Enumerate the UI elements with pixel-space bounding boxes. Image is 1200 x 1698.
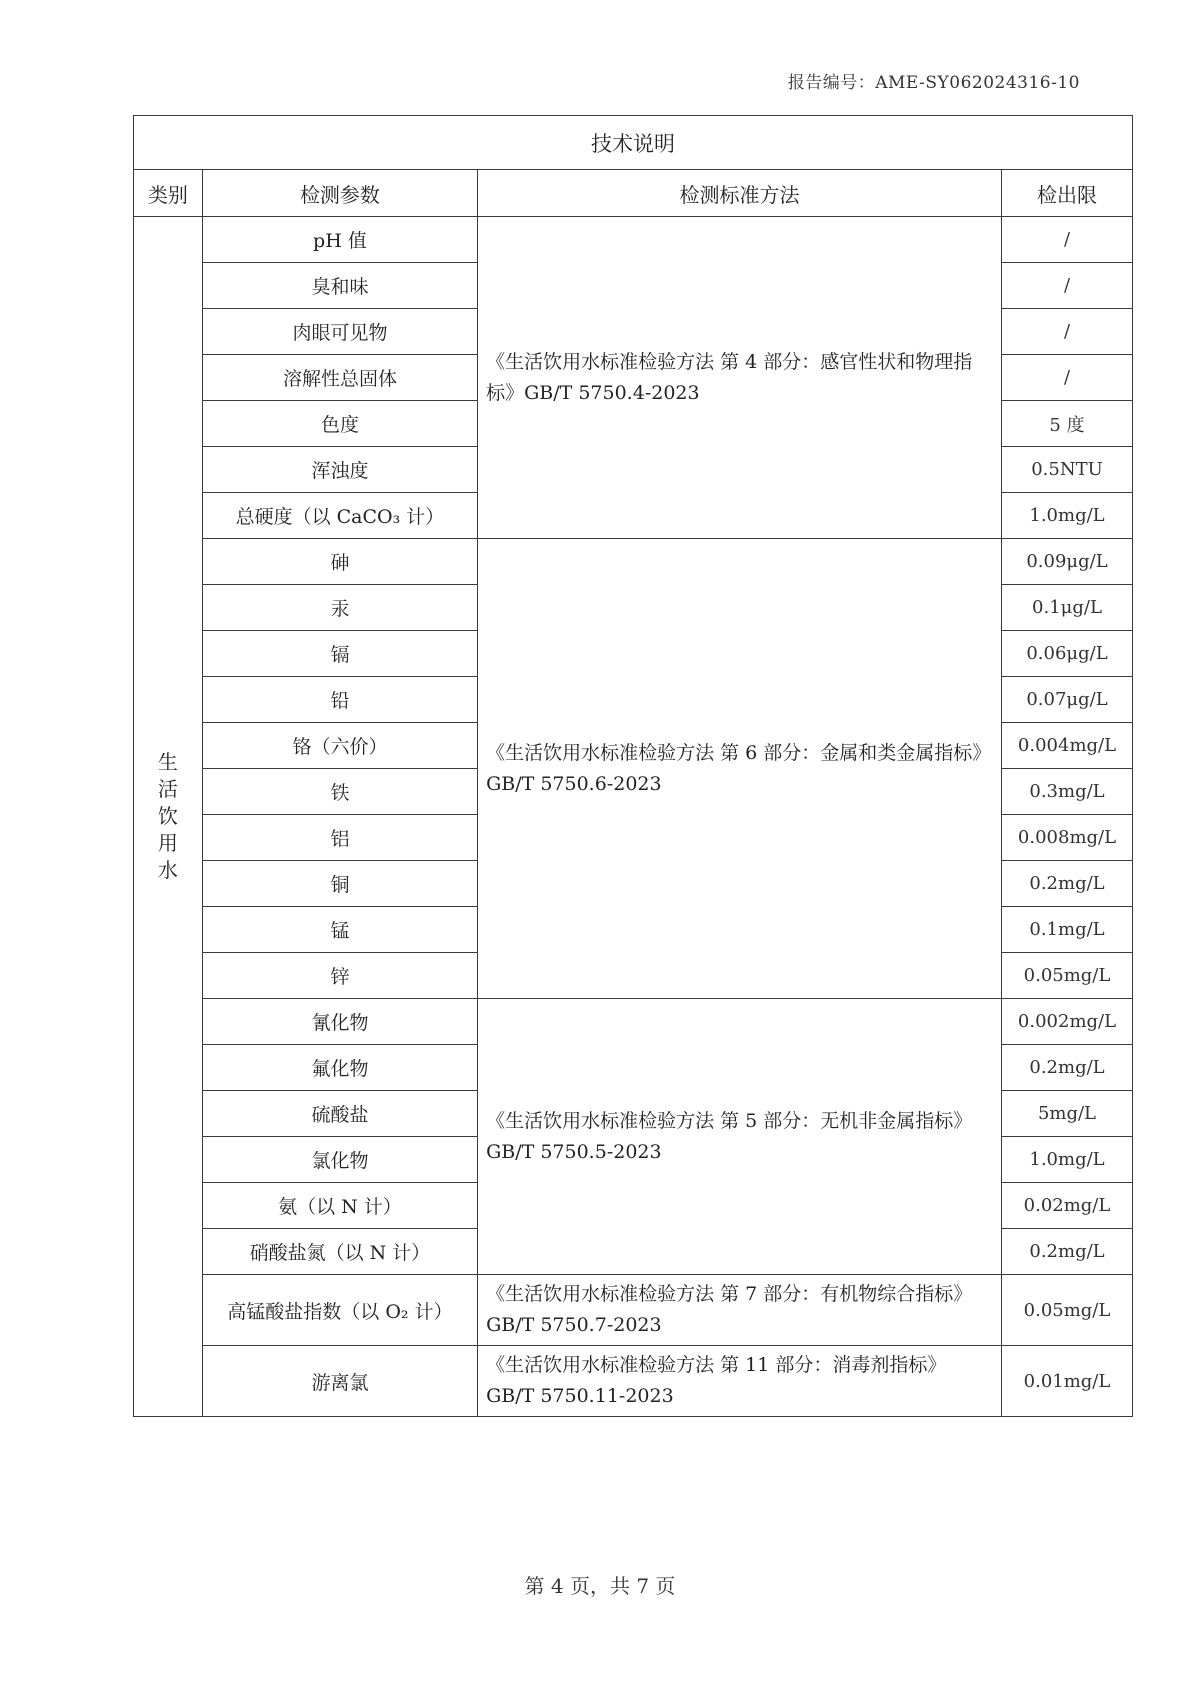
category-char: 用 bbox=[157, 831, 178, 855]
column-header-limit: 检出限 bbox=[1001, 170, 1132, 217]
parameter-cell: pH 值 bbox=[202, 217, 477, 263]
table-row bbox=[134, 539, 1133, 585]
technical-description-table bbox=[133, 115, 1133, 1417]
table-row bbox=[134, 217, 1133, 263]
parameter-cell: 铁 bbox=[202, 769, 477, 815]
parameter-cell: 游离氯 bbox=[202, 1346, 477, 1417]
limit-cell: 0.02mg/L bbox=[1001, 1183, 1132, 1229]
parameter-cell: 高锰酸盐指数（以 O₂ 计） bbox=[202, 1275, 477, 1346]
parameter-cell: 锰 bbox=[202, 907, 477, 953]
parameter-cell: 色度 bbox=[202, 401, 477, 447]
limit-cell: 0.1mg/L bbox=[1001, 907, 1132, 953]
table-row bbox=[134, 1346, 1133, 1417]
parameter-cell: 氟化物 bbox=[202, 1045, 477, 1091]
parameter-cell: 氰化物 bbox=[202, 999, 477, 1045]
limit-cell: / bbox=[1001, 309, 1132, 355]
column-header-method: 检测标准方法 bbox=[478, 170, 1002, 217]
limit-cell: 0.002mg/L bbox=[1001, 999, 1132, 1045]
parameter-cell: 总硬度（以 CaCO₃ 计） bbox=[202, 493, 477, 539]
limit-cell: 0.09μg/L bbox=[1001, 539, 1132, 585]
parameter-cell: 镉 bbox=[202, 631, 477, 677]
method-cell: 《生活饮用水标准检验方法 第 7 部分：有机物综合指标》GB/T 5750.7-2023 bbox=[478, 1275, 1002, 1346]
parameter-cell: 溶解性总固体 bbox=[202, 355, 477, 401]
page-number: 第 4 页，共 7 页 bbox=[524, 1574, 676, 1598]
parameter-cell: 硫酸盐 bbox=[202, 1091, 477, 1137]
category-char: 生 bbox=[157, 750, 178, 774]
column-header-parameter: 检测参数 bbox=[202, 170, 477, 217]
limit-cell: / bbox=[1001, 355, 1132, 401]
limit-cell: 1.0mg/L bbox=[1001, 493, 1132, 539]
limit-cell: 0.01mg/L bbox=[1001, 1346, 1132, 1417]
method-cell: 《生活饮用水标准检验方法 第 5 部分：无机非金属指标》GB/T 5750.5-2023 bbox=[478, 999, 1002, 1275]
parameter-cell: 铅 bbox=[202, 677, 477, 723]
parameter-cell: 氯化物 bbox=[202, 1137, 477, 1183]
parameter-cell: 臭和味 bbox=[202, 263, 477, 309]
parameter-cell: 砷 bbox=[202, 539, 477, 585]
limit-cell: 1.0mg/L bbox=[1001, 1137, 1132, 1183]
parameter-cell: 铜 bbox=[202, 861, 477, 907]
category-char: 活 bbox=[157, 777, 178, 801]
limit-cell: 0.2mg/L bbox=[1001, 861, 1132, 907]
limit-cell: / bbox=[1001, 263, 1132, 309]
limit-cell: 0.2mg/L bbox=[1001, 1045, 1132, 1091]
parameter-cell: 铬（六价） bbox=[202, 723, 477, 769]
category-char: 水 bbox=[157, 858, 178, 882]
table-title: 技术说明 bbox=[134, 116, 1133, 170]
limit-cell: 0.004mg/L bbox=[1001, 723, 1132, 769]
limit-cell: 0.008mg/L bbox=[1001, 815, 1132, 861]
method-cell: 《生活饮用水标准检验方法 第 6 部分：金属和类金属指标》GB/T 5750.6-2023 bbox=[478, 539, 1002, 999]
table-header-row bbox=[134, 170, 1133, 217]
limit-cell: 0.2mg/L bbox=[1001, 1229, 1132, 1275]
limit-cell: / bbox=[1001, 217, 1132, 263]
limit-cell: 0.05mg/L bbox=[1001, 1275, 1132, 1346]
limit-cell: 0.1μg/L bbox=[1001, 585, 1132, 631]
table-row bbox=[134, 1275, 1133, 1346]
limit-cell: 5mg/L bbox=[1001, 1091, 1132, 1137]
parameter-cell: 肉眼可见物 bbox=[202, 309, 477, 355]
parameter-cell: 铝 bbox=[202, 815, 477, 861]
report-number: 报告编号：AME-SY062024316-10 bbox=[787, 73, 1080, 93]
column-header-category: 类别 bbox=[134, 170, 203, 217]
limit-cell: 5 度 bbox=[1001, 401, 1132, 447]
parameter-cell: 浑浊度 bbox=[202, 447, 477, 493]
limit-cell: 0.3mg/L bbox=[1001, 769, 1132, 815]
category-char: 饮 bbox=[157, 804, 178, 828]
method-cell: 《生活饮用水标准检验方法 第 4 部分：感官性状和物理指标》GB/T 5750.4-2023 bbox=[478, 217, 1002, 539]
limit-cell: 0.06μg/L bbox=[1001, 631, 1132, 677]
table-row bbox=[134, 999, 1133, 1045]
parameter-cell: 汞 bbox=[202, 585, 477, 631]
limit-cell: 0.5NTU bbox=[1001, 447, 1132, 493]
parameter-cell: 硝酸盐氮（以 N 计） bbox=[202, 1229, 477, 1275]
method-cell: 《生活饮用水标准检验方法 第 11 部分：消毒剂指标》GB/T 5750.11-2023 bbox=[478, 1346, 1002, 1417]
parameter-cell: 锌 bbox=[202, 953, 477, 999]
limit-cell: 0.05mg/L bbox=[1001, 953, 1132, 999]
parameter-cell: 氨（以 N 计） bbox=[202, 1183, 477, 1229]
category-cell bbox=[134, 217, 203, 1417]
limit-cell: 0.07μg/L bbox=[1001, 677, 1132, 723]
